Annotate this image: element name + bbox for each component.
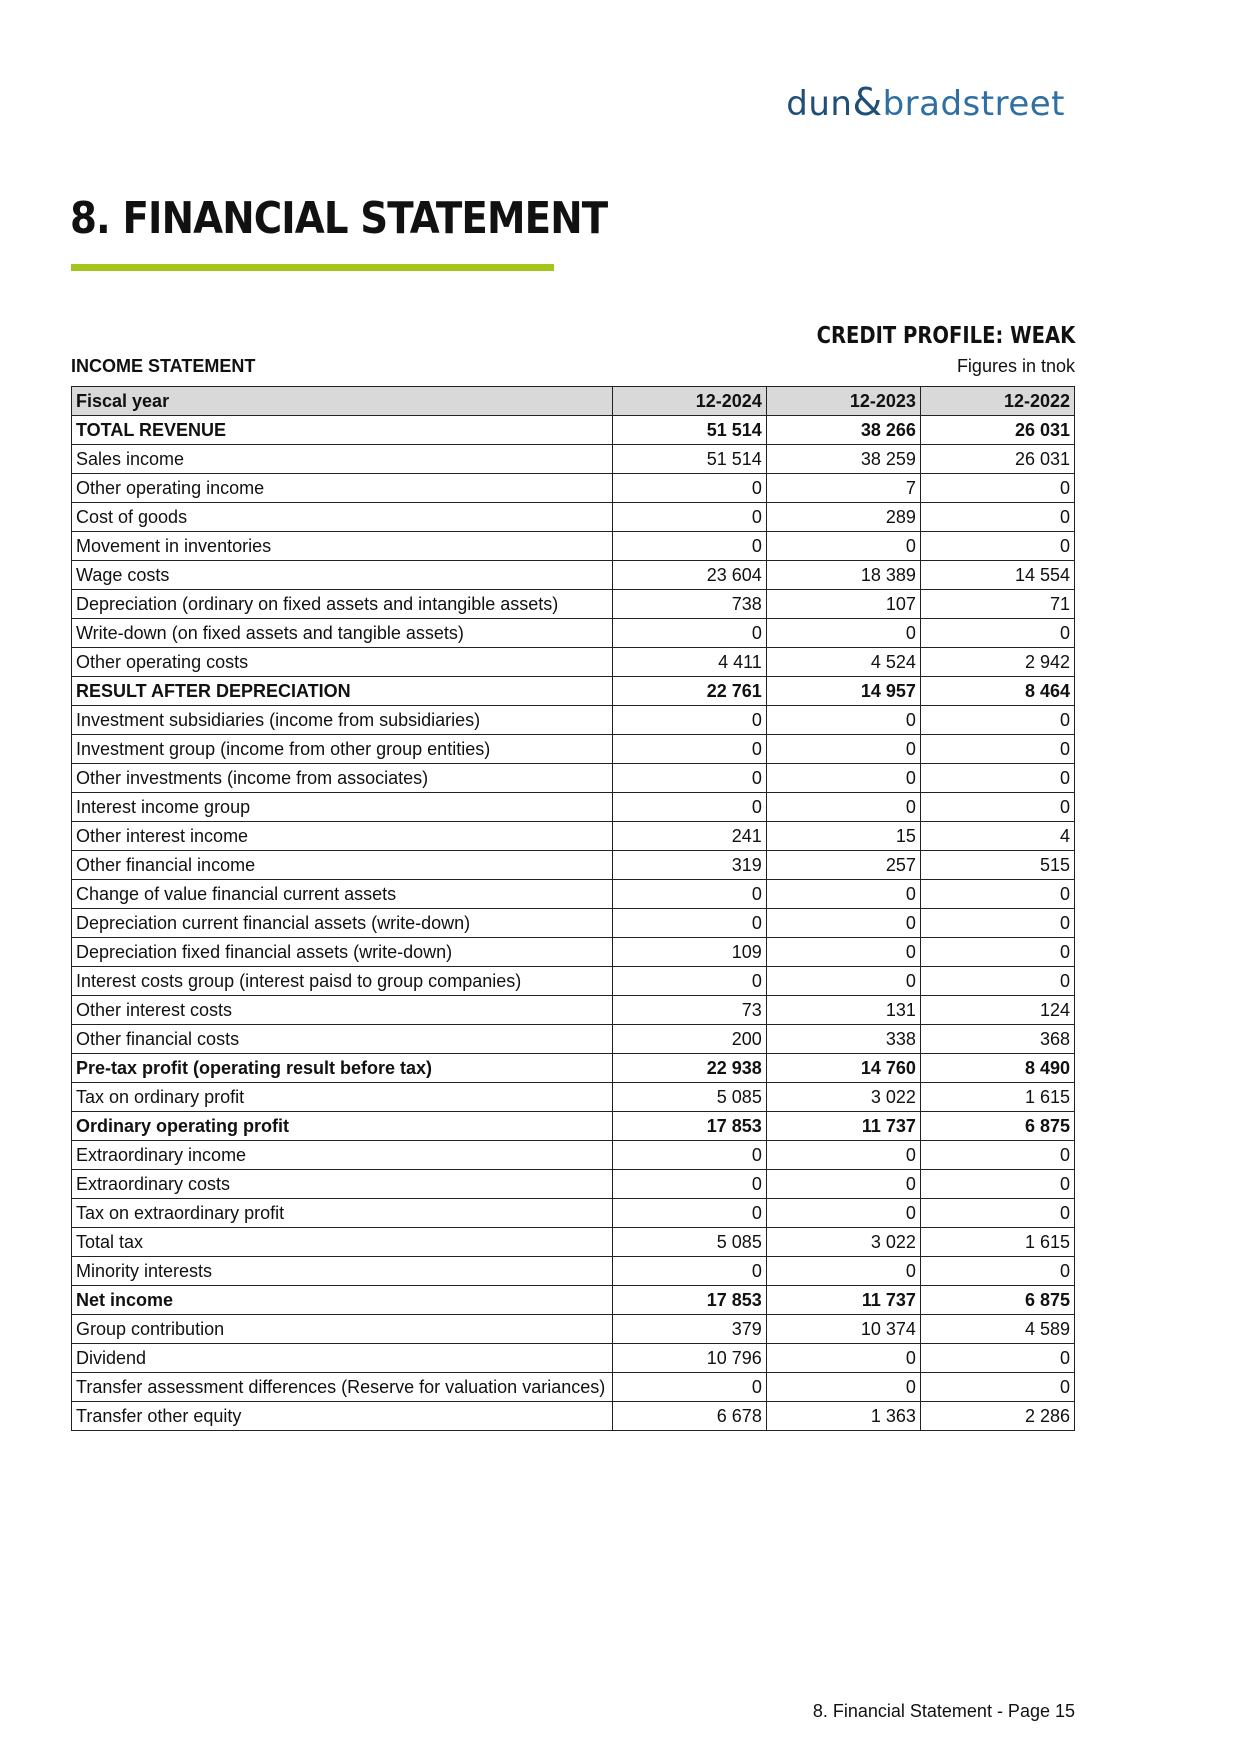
row-value: 26 031	[920, 416, 1074, 445]
table-row	[72, 735, 1075, 764]
row-value: 200	[612, 1025, 766, 1054]
row-label: Interest costs group (interest paisd to group companies)	[72, 967, 613, 996]
row-value: 0	[612, 1170, 766, 1199]
row-value: 10 374	[766, 1315, 920, 1344]
row-value: 4 411	[612, 648, 766, 677]
section-label: INCOME STATEMENT	[71, 356, 256, 376]
row-value: 0	[920, 909, 1074, 938]
row-value: 8 490	[920, 1054, 1074, 1083]
row-value: 22 761	[612, 677, 766, 706]
table-row	[72, 909, 1075, 938]
row-label: Tax on ordinary profit	[72, 1083, 613, 1112]
row-value: 0	[766, 619, 920, 648]
row-value: 109	[612, 938, 766, 967]
table-row	[72, 1373, 1075, 1402]
row-value: 0	[920, 706, 1074, 735]
table-row	[72, 996, 1075, 1025]
table-row	[72, 445, 1075, 474]
row-label: Other interest income	[72, 822, 613, 851]
row-value: 22 938	[612, 1054, 766, 1083]
table-row	[72, 1286, 1075, 1315]
table-row	[72, 1344, 1075, 1373]
row-value: 124	[920, 996, 1074, 1025]
row-label: Extraordinary costs	[72, 1170, 613, 1199]
table-row	[72, 1228, 1075, 1257]
income-statement-table	[71, 386, 1075, 1431]
row-value: 17 853	[612, 1286, 766, 1315]
row-value: 6 875	[920, 1112, 1074, 1141]
table-row	[72, 1025, 1075, 1054]
row-value: 14 554	[920, 561, 1074, 590]
table-body	[72, 416, 1075, 1431]
row-value: 1 363	[766, 1402, 920, 1431]
row-value: 71	[920, 590, 1074, 619]
row-value: 0	[766, 909, 920, 938]
row-value: 0	[612, 1373, 766, 1402]
row-value: 0	[612, 619, 766, 648]
row-value: 7	[766, 474, 920, 503]
table-row	[72, 1112, 1075, 1141]
row-value: 738	[612, 590, 766, 619]
row-value: 15	[766, 822, 920, 851]
row-value: 3 022	[766, 1083, 920, 1112]
table-row	[72, 503, 1075, 532]
page-footer: 8. Financial Statement - Page 15	[812, 1701, 1075, 1721]
row-label: Depreciation fixed financial assets (write-down)	[72, 938, 613, 967]
table-row	[72, 1083, 1075, 1112]
row-label: Other operating income	[72, 474, 613, 503]
row-value: 1 615	[920, 1083, 1074, 1112]
row-value: 0	[920, 967, 1074, 996]
row-value: 73	[612, 996, 766, 1025]
row-label: Group contribution	[72, 1315, 613, 1344]
row-value: 0	[766, 793, 920, 822]
row-value: 0	[766, 1170, 920, 1199]
table-row	[72, 1257, 1075, 1286]
row-value: 0	[920, 503, 1074, 532]
row-value: 2 942	[920, 648, 1074, 677]
row-value: 0	[920, 764, 1074, 793]
row-value: 4 589	[920, 1315, 1074, 1344]
row-value: 0	[612, 1199, 766, 1228]
table-row	[72, 822, 1075, 851]
table-header-row	[72, 387, 1075, 416]
table-row	[72, 764, 1075, 793]
row-label: RESULT AFTER DEPRECIATION	[72, 677, 613, 706]
row-value: 0	[766, 1141, 920, 1170]
column-header-2023: 12-2023	[766, 387, 920, 416]
row-value: 6 678	[612, 1402, 766, 1431]
row-value: 0	[766, 1199, 920, 1228]
logo-text-bradstreet: bradstreet	[882, 84, 1065, 124]
row-value: 131	[766, 996, 920, 1025]
row-label: Net income	[72, 1286, 613, 1315]
row-label: Other operating costs	[72, 648, 613, 677]
row-value: 0	[766, 938, 920, 967]
row-value: 0	[920, 793, 1074, 822]
row-value: 0	[766, 1373, 920, 1402]
row-label: Change of value financial current assets	[72, 880, 613, 909]
row-value: 38 259	[766, 445, 920, 474]
row-value: 1 615	[920, 1228, 1074, 1257]
row-value: 0	[612, 706, 766, 735]
table-row	[72, 619, 1075, 648]
column-header-2022: 12-2022	[920, 387, 1074, 416]
row-value: 38 266	[766, 416, 920, 445]
row-label: Investment group (income from other group entities)	[72, 735, 613, 764]
row-value: 10 796	[612, 1344, 766, 1373]
row-value: 0	[612, 503, 766, 532]
row-value: 0	[920, 735, 1074, 764]
table-row	[72, 1199, 1075, 1228]
table-row	[72, 561, 1075, 590]
row-label: Other interest costs	[72, 996, 613, 1025]
row-value: 0	[766, 1257, 920, 1286]
table-row	[72, 1402, 1075, 1431]
row-value: 0	[612, 474, 766, 503]
row-value: 0	[612, 1257, 766, 1286]
table-row	[72, 851, 1075, 880]
table-row	[72, 532, 1075, 561]
row-label: Ordinary operating profit	[72, 1112, 613, 1141]
row-value: 0	[920, 1141, 1074, 1170]
row-label: Transfer other equity	[72, 1402, 613, 1431]
row-value: 515	[920, 851, 1074, 880]
table-row	[72, 880, 1075, 909]
table-row	[72, 1141, 1075, 1170]
row-label: Investment subsidiaries (income from subsidiaries)	[72, 706, 613, 735]
row-label: Other financial income	[72, 851, 613, 880]
logo-text-dun: dun	[786, 84, 853, 124]
row-value: 3 022	[766, 1228, 920, 1257]
row-value: 0	[766, 706, 920, 735]
row-value: 4 524	[766, 648, 920, 677]
row-value: 0	[612, 764, 766, 793]
row-value: 0	[766, 1344, 920, 1373]
row-value: 5 085	[612, 1083, 766, 1112]
row-value: 0	[766, 967, 920, 996]
row-label: Other financial costs	[72, 1025, 613, 1054]
row-value: 18 389	[766, 561, 920, 590]
table-row	[72, 793, 1075, 822]
row-value: 0	[920, 938, 1074, 967]
table-row	[72, 416, 1075, 445]
row-label: Cost of goods	[72, 503, 613, 532]
row-value: 0	[920, 532, 1074, 561]
row-label: Extraordinary income	[72, 1141, 613, 1170]
row-value: 0	[766, 880, 920, 909]
row-value: 6 875	[920, 1286, 1074, 1315]
table-row	[72, 1054, 1075, 1083]
row-value: 0	[766, 532, 920, 561]
row-value: 5 085	[612, 1228, 766, 1257]
row-label: Movement in inventories	[72, 532, 613, 561]
row-value: 17 853	[612, 1112, 766, 1141]
row-label: Interest income group	[72, 793, 613, 822]
row-label: Depreciation (ordinary on fixed assets and intangible assets)	[72, 590, 613, 619]
logo-ampersand: &	[852, 80, 883, 124]
table-row	[72, 474, 1075, 503]
row-value: 4	[920, 822, 1074, 851]
row-value: 107	[766, 590, 920, 619]
row-value: 0	[612, 880, 766, 909]
row-value: 0	[920, 619, 1074, 648]
row-value: 0	[612, 909, 766, 938]
table-row	[72, 648, 1075, 677]
page-title: 8. FINANCIAL STATEMENT	[70, 193, 608, 244]
row-label: Other investments (income from associates)	[72, 764, 613, 793]
table-row	[72, 590, 1075, 619]
row-value: 2 286	[920, 1402, 1074, 1431]
row-label: Depreciation current financial assets (write-down)	[72, 909, 613, 938]
row-value: 368	[920, 1025, 1074, 1054]
row-value: 8 464	[920, 677, 1074, 706]
column-header-fiscal-year: Fiscal year	[72, 387, 613, 416]
row-value: 289	[766, 503, 920, 532]
table-row	[72, 677, 1075, 706]
row-value: 0	[766, 735, 920, 764]
row-value: 0	[920, 880, 1074, 909]
table-row	[72, 938, 1075, 967]
row-label: Sales income	[72, 445, 613, 474]
row-value: 26 031	[920, 445, 1074, 474]
table-row	[72, 706, 1075, 735]
row-value: 0	[920, 1257, 1074, 1286]
row-label: Dividend	[72, 1344, 613, 1373]
row-label: Write-down (on fixed assets and tangible assets)	[72, 619, 613, 648]
table-row	[72, 967, 1075, 996]
company-logo	[786, 80, 1065, 124]
row-value: 0	[920, 1170, 1074, 1199]
row-value: 0	[920, 474, 1074, 503]
row-value: 51 514	[612, 445, 766, 474]
row-value: 0	[920, 1373, 1074, 1402]
row-value: 0	[612, 793, 766, 822]
row-value: 0	[920, 1199, 1074, 1228]
row-value: 0	[920, 1344, 1074, 1373]
row-value: 0	[612, 532, 766, 561]
row-label: TOTAL REVENUE	[72, 416, 613, 445]
row-label: Transfer assessment differences (Reserve for valuation variances)	[72, 1373, 613, 1402]
column-header-2024: 12-2024	[612, 387, 766, 416]
title-underline-bar	[71, 264, 554, 271]
row-value: 0	[612, 967, 766, 996]
row-value: 257	[766, 851, 920, 880]
row-value: 0	[766, 764, 920, 793]
row-value: 14 957	[766, 677, 920, 706]
row-label: Minority interests	[72, 1257, 613, 1286]
row-value: 379	[612, 1315, 766, 1344]
row-value: 23 604	[612, 561, 766, 590]
row-value: 241	[612, 822, 766, 851]
row-value: 14 760	[766, 1054, 920, 1083]
row-label: Tax on extraordinary profit	[72, 1199, 613, 1228]
row-value: 0	[612, 1141, 766, 1170]
row-value: 319	[612, 851, 766, 880]
table-row	[72, 1315, 1075, 1344]
row-value: 51 514	[612, 416, 766, 445]
row-value: 0	[612, 735, 766, 764]
credit-profile-heading: CREDIT PROFILE: WEAK	[816, 323, 1075, 349]
units-note: Figures in tnok	[956, 356, 1075, 376]
row-label: Total tax	[72, 1228, 613, 1257]
row-value: 338	[766, 1025, 920, 1054]
table-row	[72, 1170, 1075, 1199]
row-label: Wage costs	[72, 561, 613, 590]
row-label: Pre-tax profit (operating result before tax)	[72, 1054, 613, 1083]
row-value: 11 737	[766, 1112, 920, 1141]
row-value: 11 737	[766, 1286, 920, 1315]
